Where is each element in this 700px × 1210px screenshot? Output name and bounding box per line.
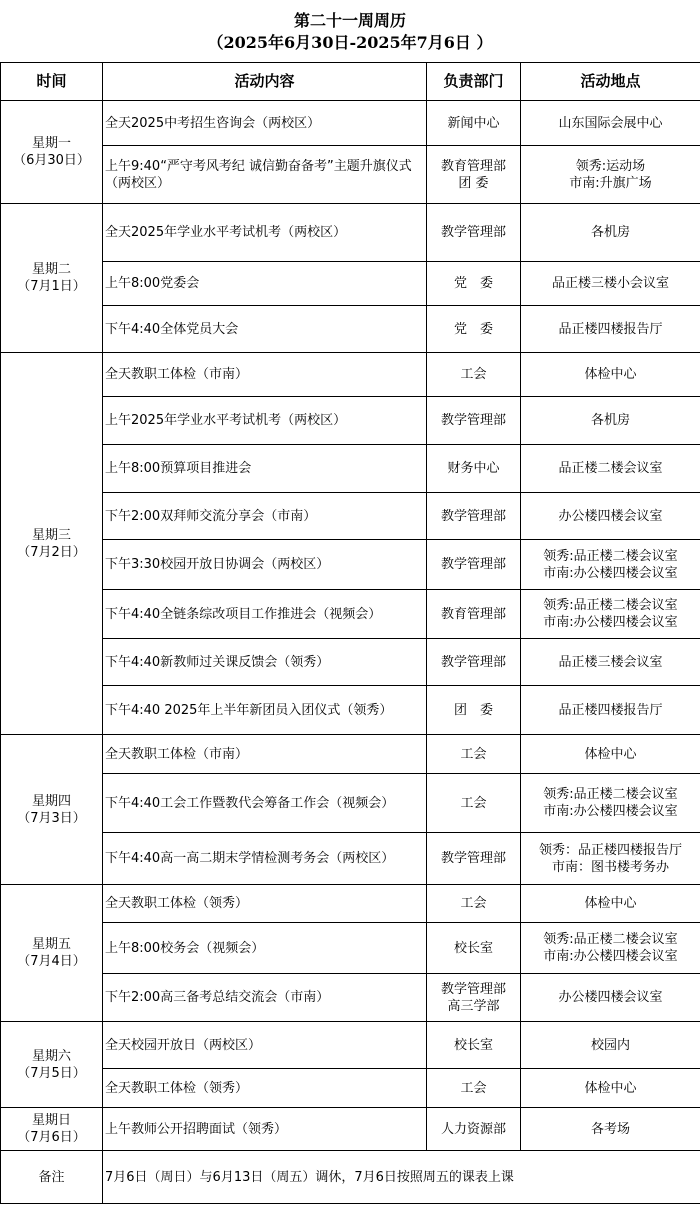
event-dept	[427, 774, 521, 833]
event-dept-line: 高三学部	[447, 998, 500, 1014]
header-dept: 负责部门	[427, 63, 521, 101]
event-dept	[427, 735, 521, 774]
event-row	[1, 590, 700, 639]
event-place-line: 市南:办公楼四楼会议室	[543, 615, 678, 630]
event-place-line: 山东国际会展中心	[558, 115, 663, 131]
event-place	[521, 262, 700, 306]
event-dept	[427, 493, 521, 540]
event-dept-line: 校长室	[453, 940, 493, 956]
event-place	[521, 923, 700, 974]
event-place-line: 体检中心	[584, 896, 637, 911]
event-content: 下午4:40 2025年上半年新团员入团仪式（领秀）	[103, 686, 427, 735]
day-cell	[1, 885, 103, 1022]
event-place	[521, 590, 700, 639]
event-dept-line: 团 委	[458, 175, 489, 191]
event-row	[1, 397, 700, 445]
event-content: 下午4:40全链条综改项目工作推进会（视频会）	[103, 590, 427, 639]
event-dept-line: 财务中心	[447, 461, 500, 476]
day-date: （7月3日）	[17, 810, 86, 826]
event-content: 上午8:00党委会	[103, 262, 427, 306]
event-row	[1, 885, 700, 923]
date-range: （2025年6月30日-2025年7月6日 ）	[207, 33, 493, 52]
event-dept-line: 教学管理部	[440, 225, 506, 240]
event-dept	[427, 885, 521, 923]
event-place-line: 市南:办公楼四楼会议室	[543, 804, 678, 819]
event-place	[521, 1108, 700, 1151]
event-dept-line: 人力资源部	[440, 1121, 506, 1137]
event-dept	[427, 1069, 521, 1108]
day-date: （7月2日）	[17, 544, 86, 560]
event-row	[1, 306, 700, 353]
event-place-line: 市南:办公楼四楼会议室	[543, 565, 678, 581]
event-content: 上午2025年学业水平考试机考（两校区）	[103, 397, 427, 445]
event-content: 全天教职工体检（市南）	[103, 735, 427, 774]
day-name: 星期三	[31, 527, 71, 543]
event-row	[1, 639, 700, 686]
event-place-line: 品正楼四楼报告厅	[558, 321, 663, 337]
event-dept-line: 教学管理部	[440, 557, 506, 572]
page-title: 第二十一周周历	[293, 11, 406, 30]
day-name: 星期五	[31, 937, 71, 952]
event-row	[1, 445, 700, 493]
event-place	[521, 833, 700, 885]
header-row	[1, 63, 700, 101]
day-date: （7月1日）	[17, 279, 86, 294]
event-dept	[427, 101, 521, 146]
event-place	[521, 1069, 700, 1108]
day-cell	[1, 735, 103, 885]
day-date: （6月30日）	[13, 153, 90, 168]
event-row	[1, 735, 700, 774]
event-row	[1, 493, 700, 540]
event-row	[1, 262, 700, 306]
event-place	[521, 445, 700, 493]
event-dept-line: 校长室	[453, 1037, 493, 1053]
event-row	[1, 686, 700, 735]
day-name: 星期四	[31, 793, 71, 809]
event-place-line: 品正楼四楼报告厅	[558, 702, 663, 718]
event-row	[1, 353, 700, 397]
event-place-line: 领秀:品正楼二楼会议室	[543, 598, 678, 613]
day-name: 星期六	[31, 1048, 71, 1064]
event-place-line: 体检中心	[584, 1080, 637, 1096]
event-place-line: 品正楼三楼小会议室	[551, 276, 669, 291]
event-place-line: 办公楼四楼会议室	[558, 508, 663, 524]
event-place	[521, 885, 700, 923]
event-content: 下午2:00高三备考总结交流会（市南）	[103, 974, 427, 1022]
event-dept-line: 教学管理部	[440, 413, 506, 428]
event-place-line: 领秀:运动场	[575, 158, 646, 174]
event-row	[1, 974, 700, 1022]
event-place-line: 办公楼四楼会议室	[558, 990, 663, 1005]
event-place-line: 品正楼三楼会议室	[558, 654, 663, 670]
event-content: 下午4:40工会工作暨教代会筹备工作会（视频会）	[103, 774, 427, 833]
event-place-line: 市南:升旗广场	[569, 175, 652, 191]
event-dept-line: 新闻中心	[447, 115, 500, 131]
event-place-line: 校园内	[590, 1037, 630, 1053]
event-place-line: 领秀:品正楼二楼会议室	[543, 932, 678, 947]
event-place-line: 领秀：品正楼四楼报告厅	[538, 842, 682, 858]
event-place-line: 体检中心	[584, 367, 637, 382]
event-place	[521, 204, 700, 262]
header-content: 活动内容	[103, 63, 427, 101]
event-row	[1, 1069, 700, 1108]
event-place-line: 各考场	[590, 1121, 630, 1137]
event-place-line: 各机房	[590, 225, 630, 240]
event-dept-line: 党 委	[453, 276, 493, 291]
event-content: 全天2025年学业水平考试机考（两校区）	[103, 204, 427, 262]
event-row	[1, 540, 700, 590]
event-place-line: 体检中心	[584, 746, 637, 762]
event-dept	[427, 686, 521, 735]
day-date: （7月6日）	[17, 1130, 86, 1145]
day-date: （7月4日）	[17, 954, 86, 969]
event-row	[1, 1108, 700, 1151]
day-cell	[1, 101, 103, 204]
event-place	[521, 101, 700, 146]
day-cell	[1, 1108, 103, 1151]
weekly-calendar-table	[0, 62, 700, 1204]
event-content: 下午4:40全体党员大会	[103, 306, 427, 353]
event-dept	[427, 445, 521, 493]
event-place	[521, 686, 700, 735]
event-dept-line: 教学管理部	[440, 851, 506, 866]
event-place-line: 领秀:品正楼二楼会议室	[543, 787, 678, 802]
event-place-line: 各机房	[590, 413, 630, 428]
event-place-line: 市南：图书楼考务办	[551, 859, 669, 875]
event-dept	[427, 1108, 521, 1151]
event-dept-line: 工会	[460, 1080, 487, 1096]
event-content: 全天教职工体检（领秀）	[103, 885, 427, 923]
calendar-header	[0, 0, 700, 62]
event-content: 全天2025中考招生咨询会（两校区）	[103, 101, 427, 146]
event-row	[1, 146, 700, 204]
event-dept	[427, 306, 521, 353]
event-dept	[427, 974, 521, 1022]
event-place	[521, 774, 700, 833]
day-date: （7月5日）	[17, 1065, 86, 1081]
event-row	[1, 204, 700, 262]
event-dept-line: 教育管理部	[440, 606, 506, 622]
event-dept	[427, 923, 521, 974]
event-place-line: 领秀:品正楼二楼会议室	[543, 548, 678, 564]
event-place	[521, 639, 700, 686]
event-content: 全天校园开放日（两校区）	[103, 1022, 427, 1069]
event-dept	[427, 540, 521, 590]
day-cell	[1, 353, 103, 735]
header-place: 活动地点	[521, 63, 700, 101]
event-dept-line: 工会	[460, 896, 487, 911]
event-place	[521, 735, 700, 774]
day-cell	[1, 204, 103, 353]
event-dept-line: 工会	[460, 795, 487, 811]
remark-text: 7月6日（周日）与6月13日（周五）调休，7月6日按照周五的课表上课	[103, 1151, 700, 1204]
event-dept	[427, 204, 521, 262]
event-dept-line: 团 委	[453, 702, 493, 718]
event-place	[521, 306, 700, 353]
event-dept-line: 工会	[460, 367, 487, 382]
event-content: 上午教师公开招聘面试（领秀）	[103, 1108, 427, 1151]
header-time: 时间	[1, 63, 103, 101]
event-content: 上午8:00校务会（视频会）	[103, 923, 427, 974]
event-content: 下午4:40新教师过关课反馈会（领秀）	[103, 639, 427, 686]
event-row	[1, 923, 700, 974]
event-dept	[427, 353, 521, 397]
event-place	[521, 1022, 700, 1069]
event-place	[521, 397, 700, 445]
event-place	[521, 540, 700, 590]
event-dept	[427, 833, 521, 885]
event-dept-line: 工会	[460, 746, 487, 762]
event-dept	[427, 639, 521, 686]
event-dept	[427, 397, 521, 445]
event-place	[521, 493, 700, 540]
event-place-line: 品正楼二楼会议室	[558, 461, 663, 476]
event-content: 下午2:00双拜师交流分享会（市南）	[103, 493, 427, 540]
event-row	[1, 101, 700, 146]
event-dept	[427, 262, 521, 306]
event-content: 下午3:30校园开放日协调会（两校区）	[103, 540, 427, 590]
event-dept-line: 党 委	[453, 321, 493, 337]
event-row	[1, 1022, 700, 1069]
event-dept-line: 教学管理部	[440, 654, 506, 670]
event-dept	[427, 1022, 521, 1069]
event-place	[521, 353, 700, 397]
event-dept-line: 教育管理部	[440, 158, 506, 174]
event-dept	[427, 146, 521, 204]
event-content: 上午9:40“严守考风考纪 诚信勤奋备考”主题升旗仪式（两校区）	[103, 146, 427, 204]
event-content: 下午4:40高一高二期末学情检测考务会（两校区）	[103, 833, 427, 885]
event-dept	[427, 590, 521, 639]
event-dept-line: 教学管理部	[440, 508, 506, 524]
event-row	[1, 833, 700, 885]
remark-label: 备注	[1, 1151, 103, 1204]
day-name: 星期一	[31, 136, 71, 151]
day-name: 星期二	[31, 262, 71, 277]
event-dept-line: 教学管理部	[440, 981, 506, 997]
day-name: 星期日	[31, 1113, 71, 1128]
event-place	[521, 146, 700, 204]
event-content: 全天教职工体检（领秀）	[103, 1069, 427, 1108]
event-content: 上午8:00预算项目推进会	[103, 445, 427, 493]
remark-row	[1, 1151, 700, 1204]
event-place-line: 市南:办公楼四楼会议室	[543, 949, 678, 964]
event-row	[1, 774, 700, 833]
event-content: 全天教职工体检（市南）	[103, 353, 427, 397]
day-cell	[1, 1022, 103, 1108]
event-place	[521, 974, 700, 1022]
